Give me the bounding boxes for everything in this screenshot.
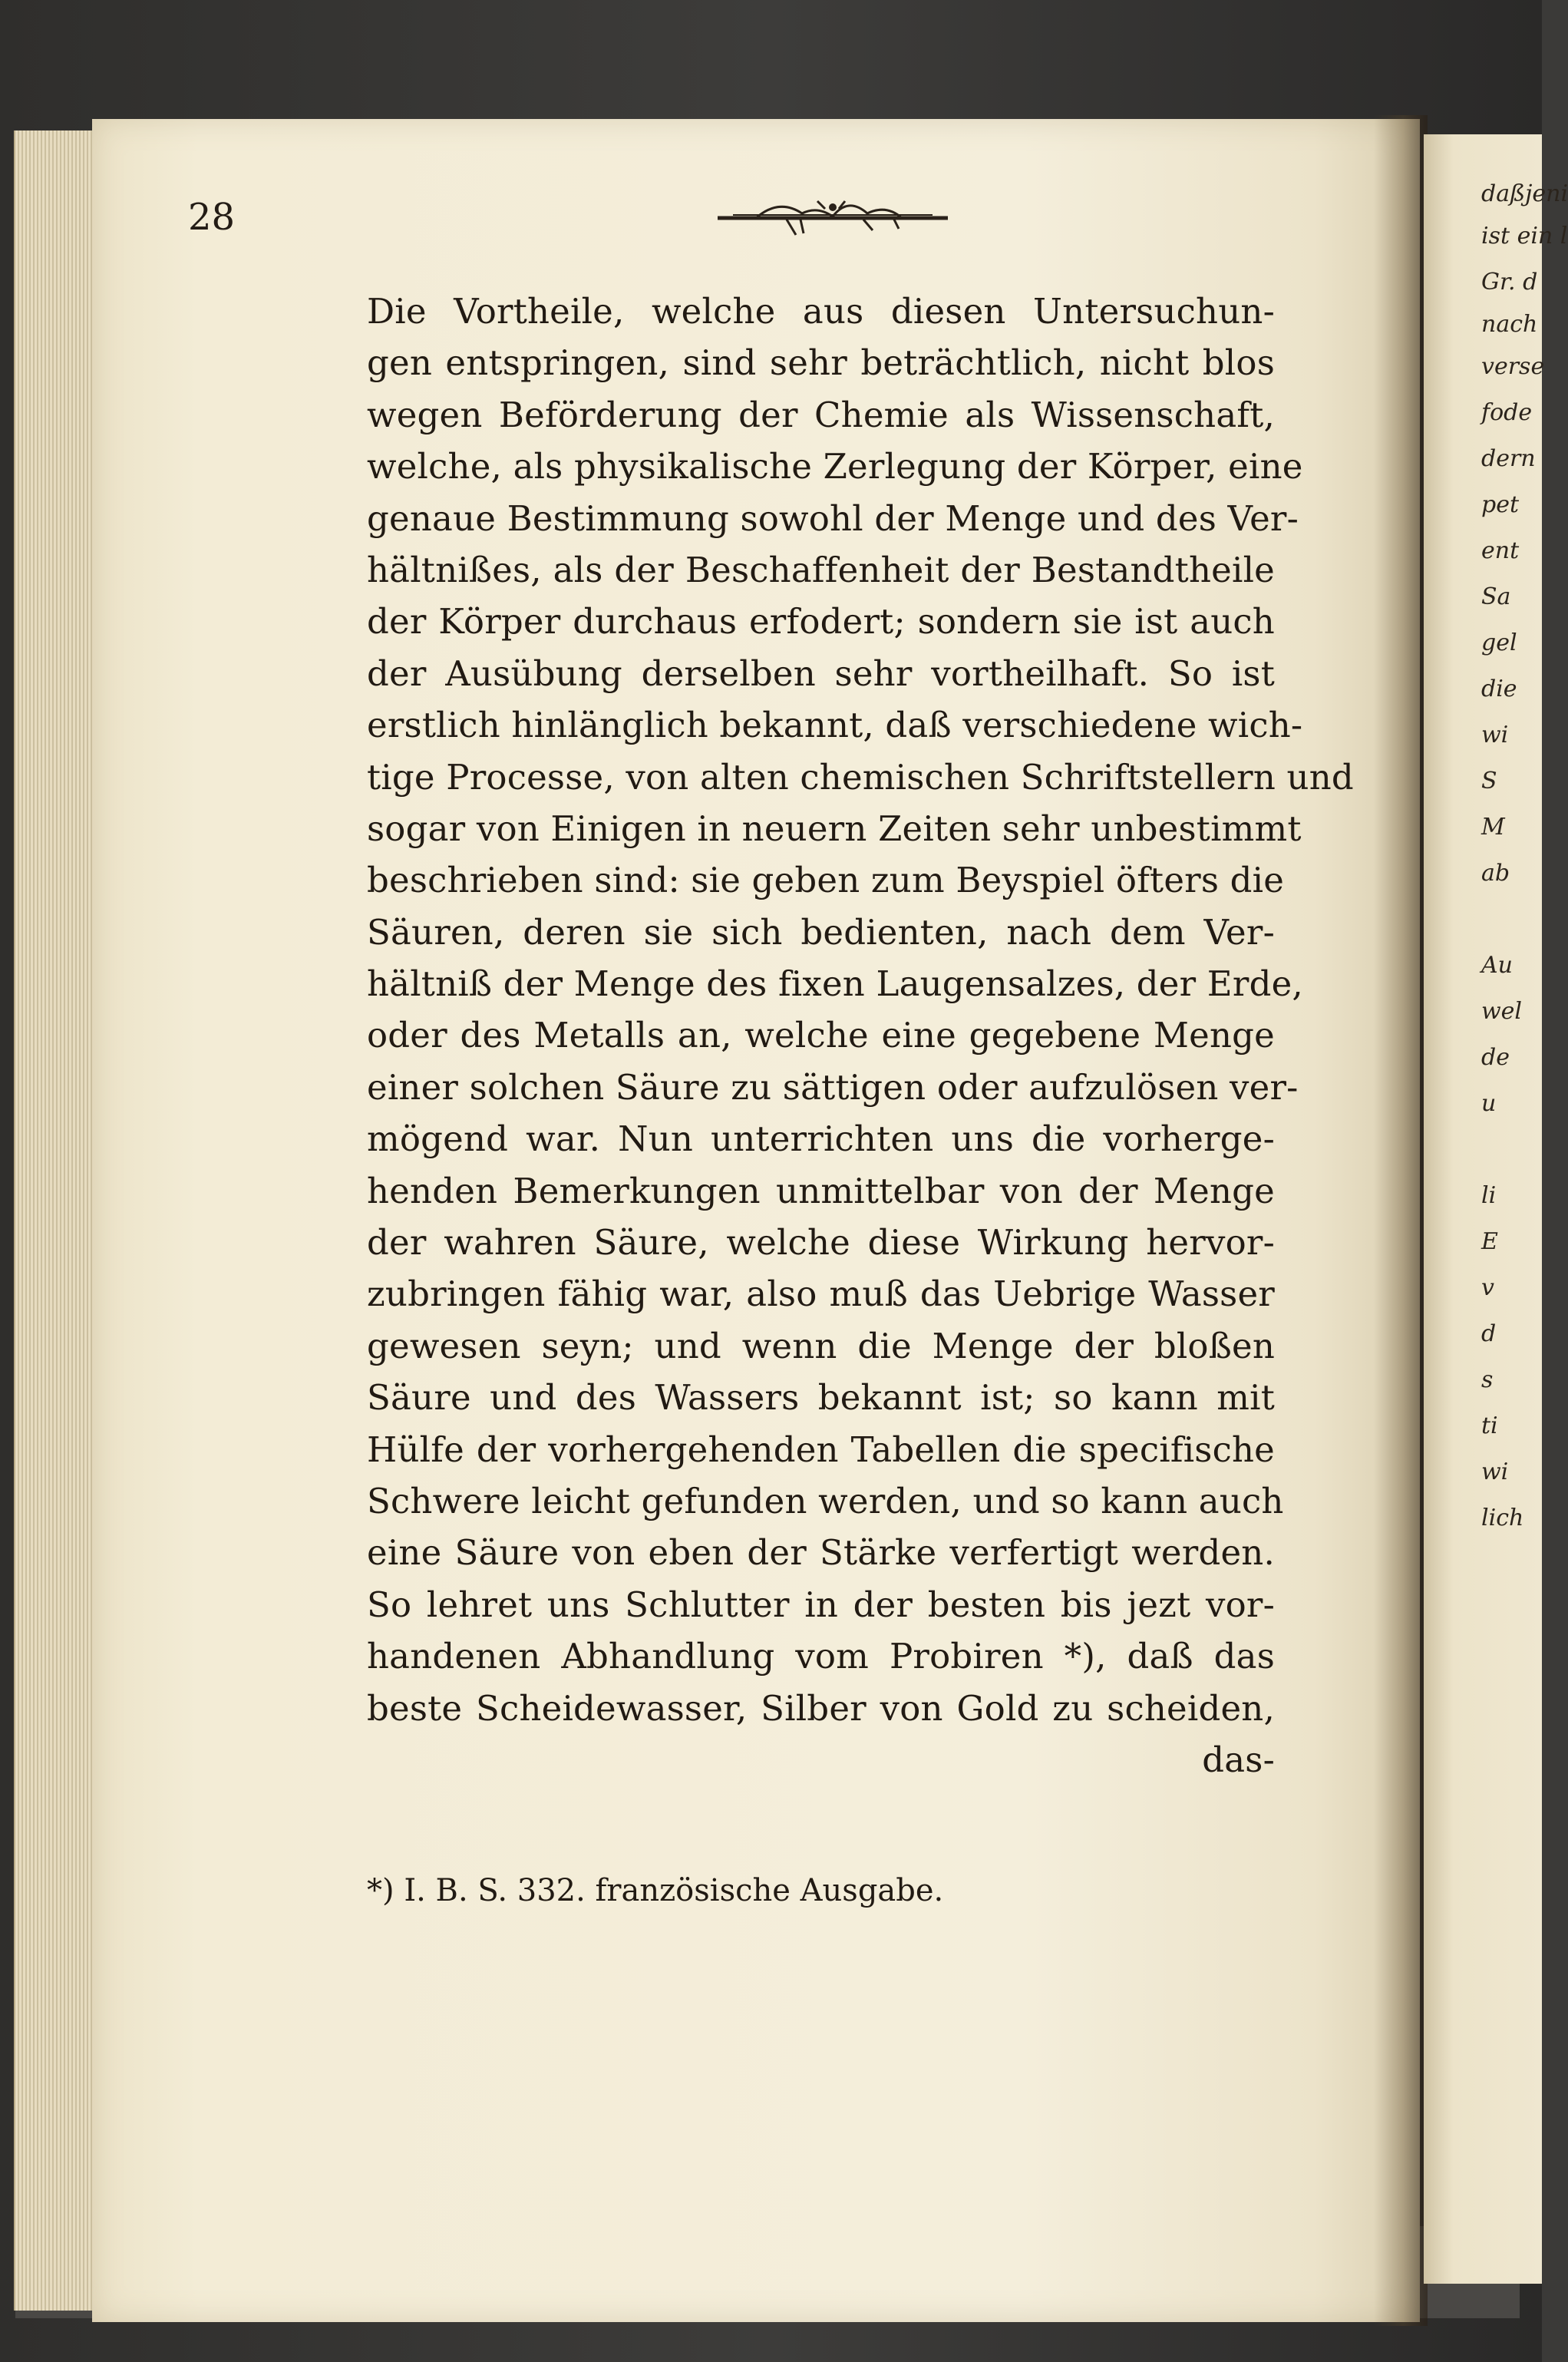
next-page-edge <box>1424 134 1568 2284</box>
text-line: beschrieben sind: sie geben zum Beyspiel öfters die <box>367 860 1285 901</box>
text-line: Hülfe der vorhergehenden Tabellen die specifische <box>367 1429 1275 1470</box>
text-line: Die Vortheile, welche aus diesen Untersuchun- <box>367 291 1275 332</box>
next-page-fragment: wel <box>1481 998 1523 1025</box>
next-page-fragment: Gr. d <box>1481 269 1538 296</box>
text-line: Säuren, deren sie sich bedienten, nach dem Ver- <box>367 911 1275 953</box>
next-page-fragment: gel <box>1481 629 1517 656</box>
next-page-fragment: de <box>1481 1044 1510 1071</box>
ornament-divider-icon <box>710 190 956 244</box>
text-line: sogar von Einigen in neuern Zeiten sehr unbestimmt <box>367 808 1302 849</box>
next-page-fragment: ist ein l <box>1481 223 1568 249</box>
next-page-fragment: lich <box>1481 1505 1524 1531</box>
text-line: wegen Beförderung der Chemie als Wissenschaft, <box>367 394 1275 435</box>
text-line: eine Säure von eben der Stärke verfertigt werden. <box>367 1532 1275 1574</box>
next-page-fragment: Au <box>1481 952 1513 979</box>
text-line: Säure und des Wassers bekannt ist; so kann mit <box>367 1377 1275 1419</box>
text-line: oder des Metalls an, welche eine gegebene Menge <box>367 1015 1275 1056</box>
text-line: der wahren Säure, welche diese Wirkung hervor- <box>367 1222 1275 1264</box>
page-number: 28 <box>188 196 236 239</box>
text-line: einer solchen Säure zu sättigen oder aufzulösen ver- <box>367 1066 1299 1108</box>
next-page-fragment: ent <box>1481 537 1520 564</box>
next-page-fragment: v <box>1481 1274 1494 1301</box>
text-line: henden Bemerkungen unmittelbar von der Menge <box>367 1170 1275 1211</box>
next-page-fragment: die <box>1481 676 1517 702</box>
next-page-fragment: daßjeni <box>1481 180 1568 207</box>
next-page-fragment: ti <box>1481 1412 1498 1439</box>
text-line: Schwere leicht gefunden werden, und so kann auch <box>367 1480 1284 1521</box>
next-page-fragment: E <box>1481 1228 1498 1255</box>
body-text <box>367 286 1354 1786</box>
text-line: das- <box>1202 1739 1275 1780</box>
next-page-fragment: S <box>1481 768 1497 794</box>
next-page-fragment: pet <box>1481 491 1520 518</box>
text-line: tige Processe, von alten chemischen Schriftstellern und <box>367 756 1354 798</box>
next-page-fragment: ab <box>1481 860 1510 887</box>
text-line: hältniß der Menge des fixen Laugensalzes, der Erde, <box>367 963 1303 1005</box>
footnote: *) I. B. S. 332. französische Ausgabe. <box>367 1873 944 1908</box>
next-page-fragment: dern <box>1481 445 1536 472</box>
next-page-fragment: s <box>1481 1366 1494 1393</box>
next-page-fragment: nach <box>1481 311 1538 338</box>
next-page-fragment: li <box>1481 1182 1497 1209</box>
next-page-fragment: wi <box>1481 722 1509 748</box>
next-page-fragment: verse <box>1481 353 1545 380</box>
text-line: genaue Bestimmung sowohl der Menge und des Ver- <box>367 497 1299 539</box>
text-line: mögend war. Nun unterrichten uns die vorherge- <box>367 1118 1275 1160</box>
text-line: zubringen fähig war, also muß das Uebrige Wasser <box>367 1273 1275 1315</box>
book-gutter <box>1374 115 1428 2326</box>
next-page-fragment: d <box>1481 1320 1497 1347</box>
next-page-fragment: fode <box>1481 399 1533 426</box>
text-line: beste Scheidewasser, Silber von Gold zu scheiden, <box>367 1687 1275 1729</box>
text-line: welche, als physikalische Zerlegung der Körper, eine <box>367 446 1303 487</box>
text-line: erstlich hinlänglich bekannt, daß verschiedene wich- <box>367 705 1303 746</box>
text-line: So lehret uns Schlutter in der besten bis jezt vor- <box>367 1584 1275 1625</box>
next-page-fragment: wi <box>1481 1458 1509 1485</box>
text-line: hältnißes, als der Beschaffenheit der Bestandtheile <box>367 549 1275 590</box>
next-page-fragment: u <box>1481 1090 1497 1117</box>
text-line: handenen Abhandlung vom Probiren *), daß das <box>367 1636 1275 1677</box>
next-page-fragment: Sa <box>1481 583 1511 610</box>
next-page-fragment: M <box>1481 814 1505 841</box>
text-line: der Körper durchaus erfodert; sondern sie ist auch <box>367 601 1275 643</box>
text-line: gen entspringen, sind sehr beträchtlich, nicht blos <box>367 342 1275 384</box>
text-line: gewesen seyn; und wenn die Menge der bloßen <box>367 1325 1275 1366</box>
text-line: der Ausübung derselben sehr vortheilhaft. So ist <box>367 652 1275 694</box>
